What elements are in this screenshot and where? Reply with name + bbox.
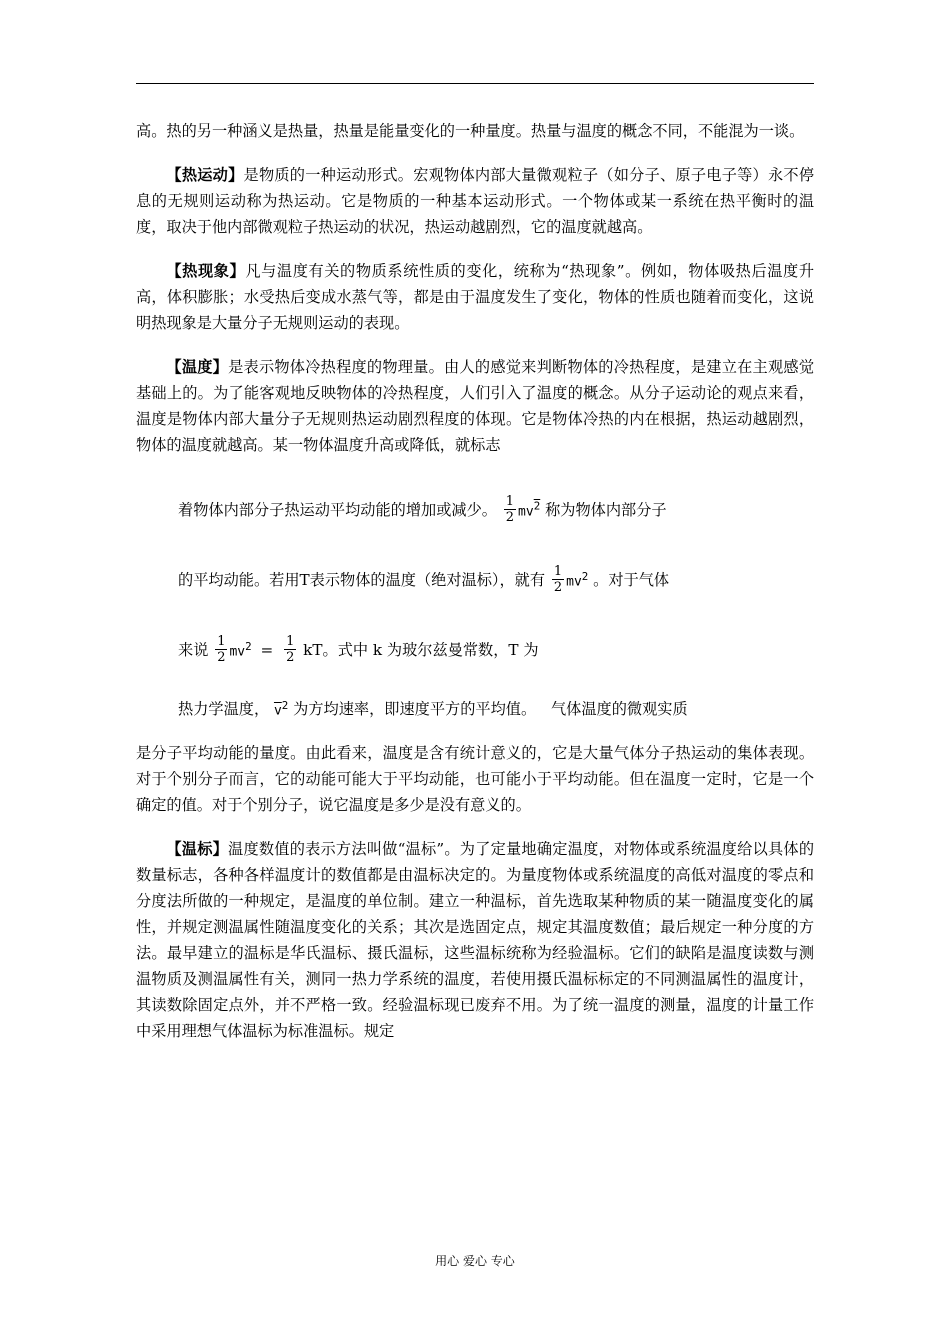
math-line-3 xyxy=(178,634,814,674)
page-footer: 用心 爱心 专心 xyxy=(435,1254,515,1268)
fraction-denominator: 2 xyxy=(505,510,515,525)
math-line-2 xyxy=(178,564,814,604)
paragraph-microscopic-essence: 是分子平均动能的量度。由此看来，温度是含有统计意义的，它是大量气体分子热运动的集体表现。对于个别分子而言，它的动能可能大于平均动能，也可能小于平均动能。但在温度一定时，它是一个确定的值。对于个别分子，说它温度是多少是没有意义的。 xyxy=(136,744,814,814)
text-temperature: 是表示物体冷热程度的物理量。由人的感觉来判断物体的冷热程度，是建立在主观感觉基础上的。为了能客观地反映物体的冷热程度，人们引入了温度的概念。从分子运动论的观点来看，温度是物体内部大量分子无规则热运动剧烈程度的体现。它是物体冷热的内在根据，热运动越剧烈，物体的温度就越高。某一物体温度升高或降低，就标志 xyxy=(136,358,815,454)
math-text: 着物体内部分子热运动平均动能的增加或减少。 xyxy=(178,501,497,519)
paragraph-thermal-motion xyxy=(136,162,814,240)
header-rule xyxy=(136,83,814,84)
math-text: 称为物体内部分子 xyxy=(545,501,667,519)
term-thermal-motion: 【热运动】 xyxy=(166,166,244,184)
math-text: 气体温度的微观实质 xyxy=(550,700,688,718)
math-text: 的平均动能。若用T表示物体的温度（绝对温标），就有 xyxy=(178,571,546,589)
term-temperature-scale: 【温标】 xyxy=(166,840,229,858)
fraction-numerator: 1 xyxy=(286,634,295,649)
math-line-1 xyxy=(178,494,814,534)
fraction-half xyxy=(504,494,516,525)
paragraph-temperature xyxy=(136,354,814,458)
math-line-4 xyxy=(178,698,814,738)
fraction-numerator: 1 xyxy=(505,494,515,509)
square-exponent: 2 xyxy=(245,639,252,653)
text-temperature-scale: 温度数值的表示方法叫做“温标”。为了定量地确定温度，对物体或系统温度给以具体的数量标志，各种各样温度计的数值都是由温标决定的。为量度物体或系统温度的高低对温度的零点和分度法所做的一种规定，是温度的单位制。建立一种温标，首先选取某种物质的某一随温度变化的属性，并规定测温属性随温度变化的关系；其次是选固定点，规定其温度数值；最后规定一种分度的方法。最早建立的温标是华氏温标、摄氏温标，这些温标统称为经验温标。它们的缺陷是温度读数与测温物质及测温属性有关，测同一热力学系统的温度，若使用摄氏温标标定的不同测温属性的温度计，其读数除固定点外，并不严格一致。经验温标现已废弃不用。为了统一温度的测量，温度的计量工作中采用理想气体温标为标准温标。规定 xyxy=(136,840,815,1040)
square-exponent: 2 xyxy=(281,698,289,712)
square-exponent: 2 xyxy=(581,569,589,583)
mean-square-velocity-expr xyxy=(229,640,251,659)
fraction-numerator: 1 xyxy=(217,634,226,649)
square-exponent: 2 xyxy=(533,499,541,513)
page-content xyxy=(136,118,814,1044)
fraction-denominator: 2 xyxy=(553,580,563,595)
fraction-denominator: 2 xyxy=(286,650,295,665)
text-thermal-motion: 是物质的一种运动形式。宏观物体内部大量微观粒子（如分子、原子电子等）永不停息的无规则运动称为热运动。它是物质的一种基本运动形式。一个物体或某一系统在热平衡时的温度，取决于他内部微观粒子热运动的状况，热运动越剧烈，它的温度就越高。 xyxy=(136,166,815,236)
mv-symbol: mv xyxy=(229,644,246,660)
term-temperature: 【温度】 xyxy=(166,358,229,376)
paragraph-continuation: 高。热的另一种涵义是热量，热量是能量变化的一种量度。热量与温度的概念不同，不能混为一谈。 xyxy=(136,122,805,140)
math-text: 热力学温度， xyxy=(178,700,270,718)
mean-square-velocity-expr xyxy=(518,500,540,519)
fraction-numerator: 1 xyxy=(553,564,563,579)
math-text: kT。式中 k 为玻尔兹曼常数，T 为 xyxy=(303,641,539,659)
text-thermal-phenomenon: 凡与温度有关的物质系统性质的变化，统称为“热现象”。例如，物体吸热后温度升高，体积膨胀；水受热后变成水蒸气等，都是由于温度发生了变化，物体的性质也随着而变化，这说明热现象是大量分子无规则运动的表现。 xyxy=(136,262,815,332)
term-thermal-phenomenon: 【热现象】 xyxy=(166,262,246,280)
equals-sign: = xyxy=(260,640,274,659)
math-text: 为方均速率，即速度平方的平均值。 xyxy=(293,700,537,718)
paragraph-temperature-scale xyxy=(136,836,814,1044)
fraction-half xyxy=(215,634,227,665)
mean-square-velocity-expr xyxy=(566,570,588,589)
mean-square-velocity-symbol xyxy=(274,699,288,718)
math-text: 来说 xyxy=(178,641,209,659)
mv-symbol: mv xyxy=(566,574,582,590)
mv-symbol: mv xyxy=(518,504,534,520)
paragraph-thermal-phenomenon xyxy=(136,258,814,336)
fraction-half xyxy=(552,564,564,595)
math-text: 。对于气体 xyxy=(593,571,670,589)
v-symbol: $\overline{v}$ xyxy=(273,703,282,719)
fraction-half xyxy=(284,634,296,665)
fraction-denominator: 2 xyxy=(217,650,226,665)
